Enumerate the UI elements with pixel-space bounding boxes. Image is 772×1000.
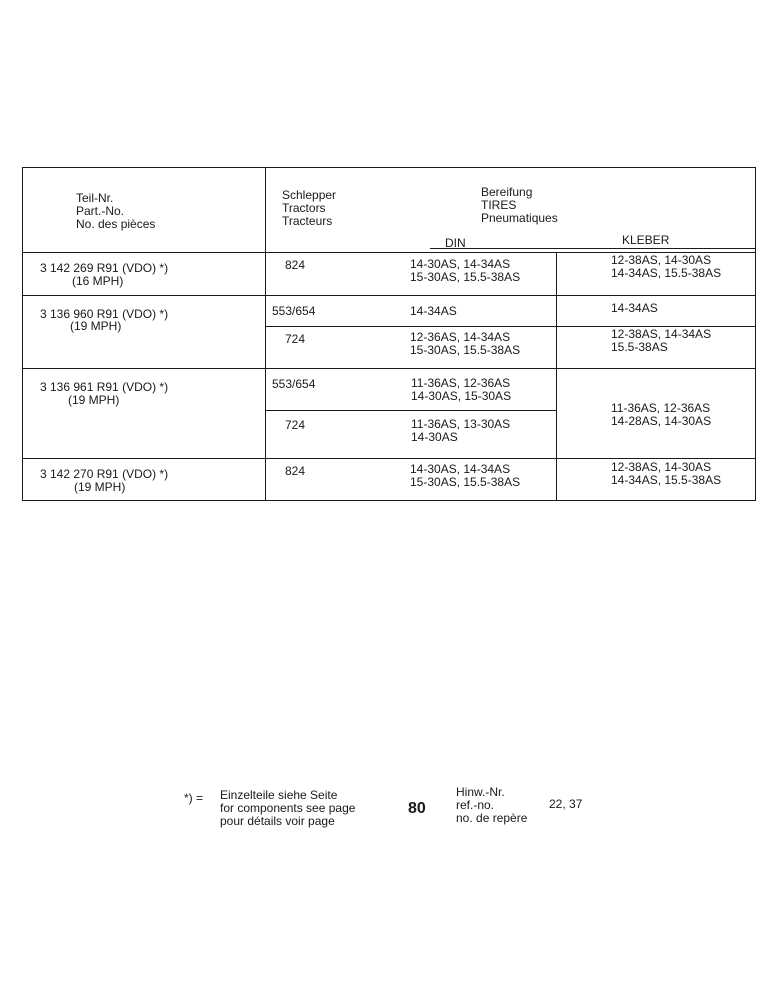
speed: (19 MPH): [68, 393, 120, 407]
kleber-tires: 12-38AS, 14-34AS 15.5-38AS: [611, 327, 712, 354]
tractor-model: 724: [285, 418, 306, 432]
footnote-marker: *) =: [184, 791, 204, 805]
row-divider: [22, 368, 756, 369]
page-number: 80: [408, 800, 426, 817]
column-divider: [265, 167, 266, 501]
part-number: 3 142 269 R91 (VDO) *): [40, 261, 169, 275]
part-number: 3 142 270 R91 (VDO) *): [40, 467, 169, 481]
column-divider: [556, 252, 557, 501]
components-note: Einzelteile siehe Seite for components see page pour détails voir page: [220, 788, 356, 828]
tractor-model: 724: [285, 332, 306, 346]
header-kleber: KLEBER: [622, 233, 670, 247]
tractor-model: 553/654: [272, 304, 316, 318]
kleber-tires: 12-38AS, 14-30AS 14-34AS, 15.5-38AS: [611, 460, 722, 487]
header-din: DIN: [445, 236, 466, 250]
kleber-tires: 11-36AS, 12-36AS 14-28AS, 14-30AS: [611, 401, 712, 428]
table-left-border: [22, 167, 23, 501]
reference-label: Hinw.-Nr. ref.-no. no. de repère: [456, 785, 528, 825]
speed: (19 MPH): [70, 319, 122, 333]
din-tires: 11-36AS, 13-30AS 14-30AS: [411, 417, 511, 444]
divider-line: [430, 248, 756, 249]
header-part-no: Teil-Nr. Part.-No. No. des pièces: [76, 191, 156, 231]
table-bottom-border: [22, 500, 756, 501]
table-top-border: [22, 167, 756, 168]
din-tires: 14-34AS: [410, 304, 457, 318]
din-tires: 14-30AS, 14-34AS 15-30AS, 15.5-38AS: [410, 462, 521, 489]
part-number: 3 136 961 R91 (VDO) *): [40, 380, 169, 394]
part-number: 3 136 960 R91 (VDO) *): [40, 307, 169, 321]
din-tires: 11-36AS, 12-36AS 14-30AS, 15-30AS: [411, 376, 512, 403]
din-tires: 12-36AS, 14-34AS 15-30AS, 15.5-38AS: [410, 330, 521, 357]
speed: (19 MPH): [74, 480, 126, 494]
speed: (16 MPH): [72, 274, 124, 288]
tractor-model: 553/654: [272, 377, 316, 391]
subrow-divider: [265, 410, 557, 411]
header-tractors: Schlepper Tractors Tracteurs: [282, 188, 337, 228]
kleber-tires: 12-38AS, 14-30AS 14-34AS, 15.5-38AS: [611, 253, 722, 280]
reference-numbers: 22, 37: [549, 797, 583, 811]
header-tires: Bereifung TIRES Pneumatiques: [481, 185, 558, 225]
tractor-model: 824: [285, 464, 306, 478]
din-tires: 14-30AS, 14-34AS 15-30AS, 15.5-38AS: [410, 257, 521, 284]
row-divider: [22, 295, 756, 296]
tractor-model: 824: [285, 258, 306, 272]
kleber-tires: 14-34AS: [611, 301, 658, 315]
table-right-border: [755, 167, 756, 501]
